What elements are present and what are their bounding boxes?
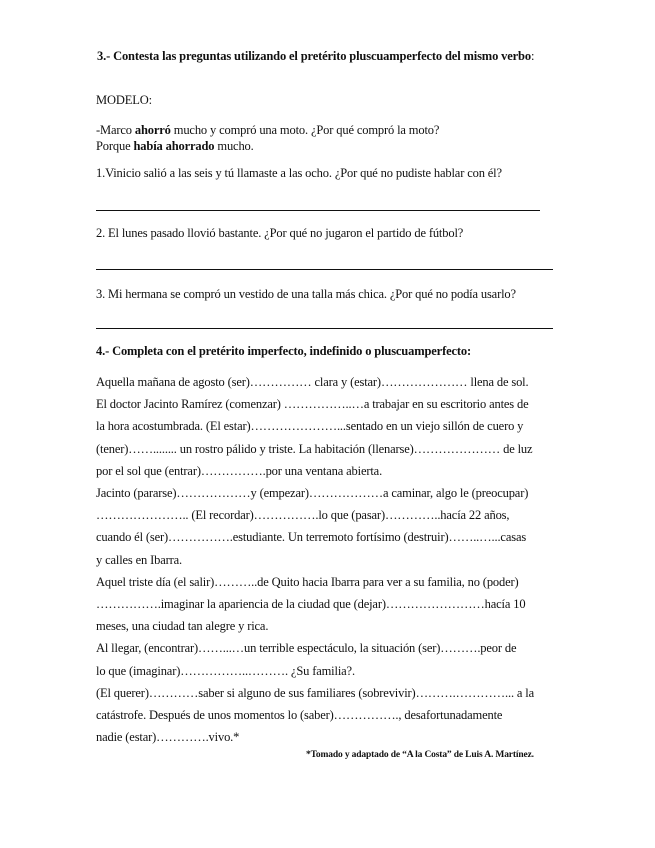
answer-line-2[interactable] (96, 269, 553, 270)
model-example (96, 122, 566, 154)
model-example-line2-b: mucho. (214, 139, 254, 153)
paragraph-line: El doctor Jacinto Ramírez (comenzar) ……………..…a trabajar en su escritorio antes de (96, 397, 529, 412)
paragraph-line: cuando él (ser)…………….estudiante. Un terremoto fortísimo (destruir)……..…...casas (96, 530, 527, 545)
section4-paragraph (96, 371, 561, 748)
paragraph-line: …………….imaginar la apariencia de la ciudad que (dejar)……………………hacía 10 (96, 597, 526, 612)
paragraph-line: la hora acostumbrada. (El estar)…………………...sentado en un viejo sillón de cuero y (96, 419, 524, 434)
source-credit: *Tomado y adaptado de “A la Costa” de Luis A. Martínez. (306, 750, 534, 760)
model-example-line2-bold: había ahorrado (133, 139, 215, 153)
paragraph-line: Aquel triste día (el salir)………..de Quito hacia Ibarra para ver a su familia, no (poder) (96, 574, 519, 589)
model-example-line1-a: -Marco (96, 123, 135, 137)
paragraph-line: Aquella mañana de agosto (ser)…………… clara y (estar)………………… llena de sol. (96, 375, 529, 389)
section3-title-prefix: 3.- (97, 49, 114, 63)
paragraph-line: nadie (estar)………….vivo.* (96, 730, 240, 745)
paragraph-line: lo que (imaginar)……………..………. ¿Su familia?. (96, 663, 355, 678)
paragraph-line: ………………….. (El recordar)…………….lo que (pasar)…………..hacía 22 años, (96, 508, 510, 523)
model-example-line1 (96, 122, 566, 138)
paragraph-line: (tener)……........ un rostro pálido y triste. La habitación (llenarse)………………… de luz (96, 441, 533, 456)
paragraph-line: (El querer)…………saber si alguno de sus familiares (sobrevivir)……….…………... a la (96, 685, 534, 700)
paragraph-line: meses, una ciudad tan alegre y rica. (96, 619, 269, 634)
modelo-label: MODELO: (96, 93, 152, 107)
paragraph-line: por el sol que (entrar)…………….por una ventana abierta. (96, 463, 383, 478)
section3-title-colon: : (530, 49, 535, 63)
question-1: 1.Vinicio salió a las seis y tú llamaste a las ocho. ¿Por qué no pudiste hablar con él? (96, 166, 502, 180)
model-example-line2-a: Porque (96, 139, 134, 153)
question-2: 2. El lunes pasado llovió bastante. ¿Por qué no jugaron el partido de fútbol? (96, 226, 464, 240)
section3-title (97, 48, 537, 64)
answer-line-3[interactable] (96, 328, 553, 329)
question-3: 3. Mi hermana se compró un vestido de una talla más chica. ¿Por qué no podía usarlo? (96, 287, 516, 301)
paragraph-line: Al llegar, (encontrar)……...…un terrible espectáculo, la situación (ser)……….peor de (96, 641, 517, 656)
paragraph-line: Jacinto (pararse)………………y (empezar)………………a caminar, algo le (preocupar) (96, 486, 529, 501)
paragraph-line: catástrofe. Después de unos momentos lo (saber)……………., desafortunadamente (96, 708, 503, 723)
section4-title: 4.- Completa con el pretérito imperfecto, indefinido o pluscuamperfecto: (96, 344, 472, 358)
model-example-line1-b: mucho y compró una moto. ¿Por qué compró la moto? (170, 123, 440, 137)
answer-line-1[interactable] (96, 210, 540, 211)
section3-title-main: Contesta las preguntas utilizando el pretérito pluscuamperfecto del mismo verbo (113, 49, 531, 63)
paragraph-line: y calles en Ibarra. (96, 552, 182, 567)
model-example-line2 (96, 138, 566, 154)
model-example-line1-bold: ahorró (134, 123, 171, 137)
